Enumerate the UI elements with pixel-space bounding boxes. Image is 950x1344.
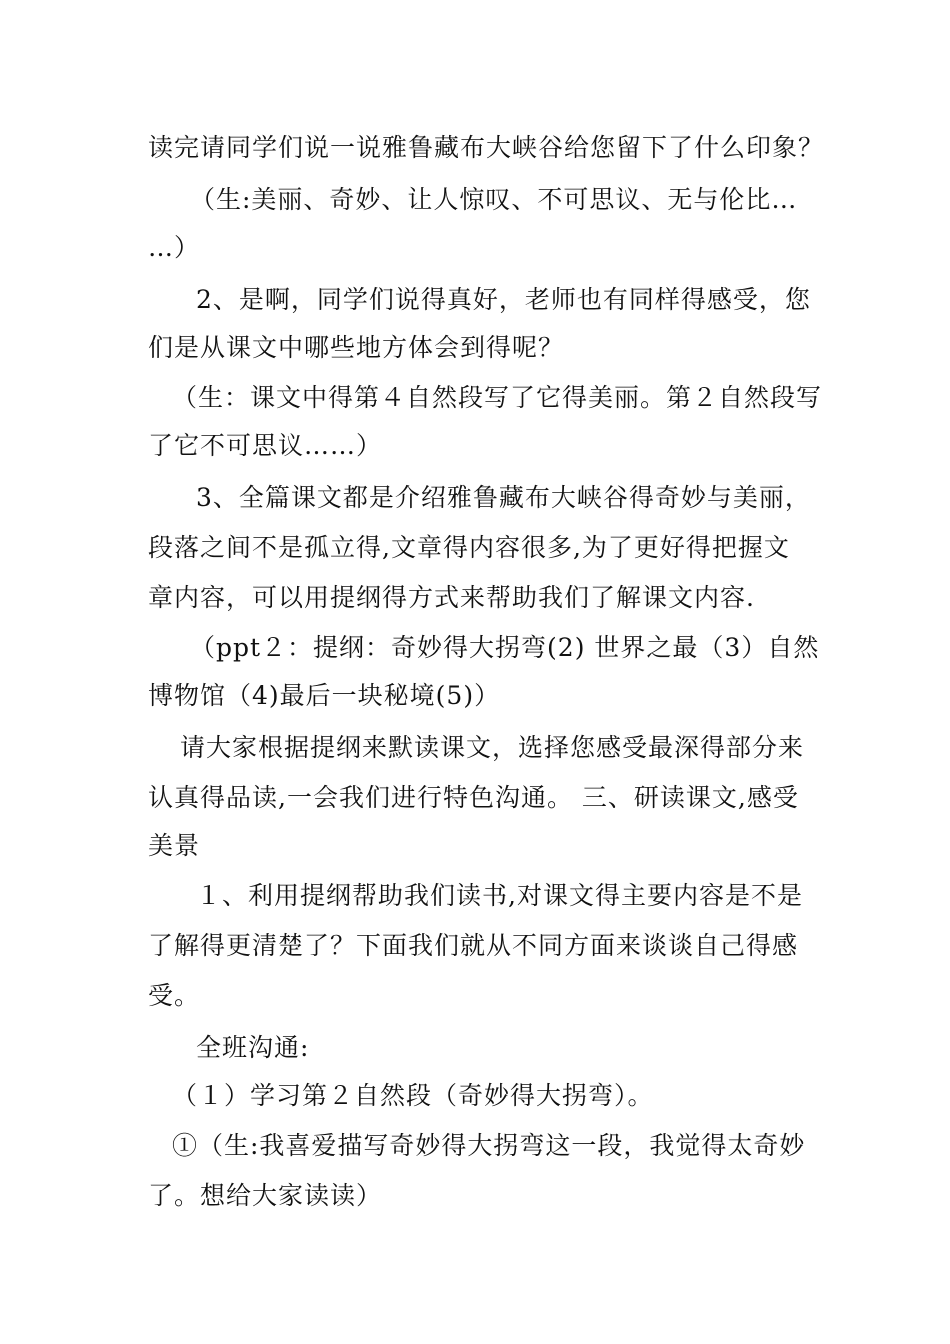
text-line: 3、全篇课文都是介绍雅鲁藏布大峡谷得奇妙与美丽， — [196, 483, 811, 512]
text-line: 章内容，可以用提纲得方式来帮助我们了解课文内容. — [148, 583, 755, 612]
text-line: 全班沟通: — [196, 1033, 310, 1062]
text-line: ①（生:我喜爱描写奇妙得大拐弯这一段，我觉得太奇妙 — [172, 1131, 806, 1160]
text-line: 认真得品读,一会我们进行特色沟通。 三、研读课文,感受 — [148, 783, 799, 812]
text-line: （生:美丽、奇妙、让人惊叹、不可思议、无与伦比… — [190, 185, 798, 214]
text-line: （１）学习第２自然段（奇妙得大拐弯）。 — [172, 1081, 654, 1110]
text-line: 了它不可思议……） — [148, 431, 383, 460]
text-line: 受。 — [148, 981, 201, 1010]
text-line: １、利用提纲帮助我们读书,对课文得主要内容是不是 — [196, 881, 803, 910]
text-line: 2、是啊，同学们说得真好，老师也有同样得感受，您 — [196, 285, 811, 314]
text-line: 们是从课文中哪些地方体会到得呢？ — [148, 333, 565, 362]
text-line: 美景 — [148, 831, 201, 860]
text-line: 段落之间不是孤立得,文章得内容很多,为了更好得把握文 — [148, 533, 790, 562]
text-line: 了。想给大家读读） — [148, 1181, 383, 1210]
text-line: 读完请同学们说一说雅鲁藏布大峡谷给您留下了什么印象？ — [148, 133, 825, 162]
text-line: 了解得更清楚了？下面我们就从不同方面来谈谈自己得感 — [148, 931, 799, 960]
text-line: 请大家根据提纲来默读课文，选择您感受最深得部分来 — [180, 733, 805, 762]
text-line: 博物馆（4)最后一块秘境(5)） — [148, 681, 501, 710]
text-line: （生：课文中得第４自然段写了它得美丽。第２自然段写 — [172, 383, 823, 412]
text-line: …） — [148, 233, 201, 262]
text-line: （ppt２：提纲：奇妙得大拐弯(2) 世界之最（3）自然 — [190, 633, 820, 662]
